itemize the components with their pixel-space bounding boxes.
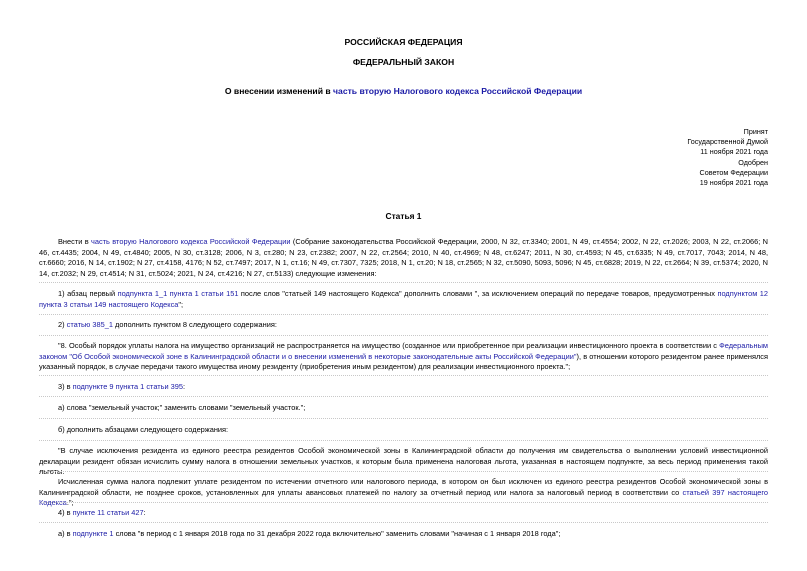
- divider: [39, 502, 768, 503]
- paragraph-item-4a: а) в подпункте 1 слова "в период с 1 января 2018 года по 31 декабря 2022 года включительно" заменить словами "начиная с 1 января 2018 года";: [58, 529, 561, 538]
- adoption-block: [687, 127, 768, 188]
- article-385-1-link[interactable]: статью 385_1: [66, 320, 113, 329]
- paragraph-item-3b-text-1: "В случае исключения резидента из единого реестра резидентов Особой экономической зоны в Калининградской области до получения им свидетельства о выполнении условий инвестиционной декларации резидент обязан исчислить сумму налога в отношении земельных участков, к которым была применена налоговая льгота, указанная в настоящем подпункте, за весь период применения такой льготы.: [39, 446, 768, 476]
- article-427-link[interactable]: пункте 11 статьи 427: [72, 508, 144, 517]
- paragraph-item-4: 4) в пункте 11 статьи 427:: [58, 508, 146, 517]
- article-heading: Статья 1: [385, 211, 422, 221]
- adopted-by: Государственной Думой: [687, 137, 768, 147]
- approved-by: Советом Федерации: [699, 167, 768, 177]
- article-149-link[interactable]: подпунктом 12 пункта 3 статьи 149 настоящего Кодекса: [39, 289, 769, 309]
- divider: [39, 440, 768, 441]
- country-heading: РОССИЙСКАЯ ФЕДЕРАЦИЯ: [344, 37, 463, 47]
- title-text: О внесении изменений в: [224, 86, 334, 96]
- paragraph-item-3b-text-2: Исчисленная сумма налога подлежит уплате резидентом по истечении отчетного или налогового периода, в котором он был исключен из единого реестра резидентов Особой экономической зоны в Калининградской области, не позднее сроков, установленных для уплаты авансовых платежей по налогу за отчетный период или налога за налоговый период в соответствии со статьей 397 настоящего Кодекса.";: [39, 477, 768, 507]
- paragraph-item-2-text: "8. Особый порядок уплаты налога на имущество организаций не распространяется на имущество (созданное или приобретенное при реализации инвестиционного проекта в соответствии с Федеральным законом "Об Особой экономической зоне в Калининградской области и о внесении изменений в некоторые законодательные акты Российской Федерации"), в отношении которого резидентом ранее применялся указанный порядок, в случае передачи такого имущества иному резиденту (приобретения иным резидентом) для реализации инвестиционного проекта.";: [39, 341, 769, 371]
- divider: [39, 375, 768, 376]
- document-title: [0, 86, 807, 96]
- divider: [39, 522, 768, 523]
- adopted-label: Принят: [743, 127, 768, 136]
- tax-code-link[interactable]: часть вторую Налогового кодекса Российской Федерации: [91, 237, 291, 246]
- title-link[interactable]: часть вторую Налогового кодекса Российской Федерации: [333, 86, 583, 96]
- divider: [39, 314, 768, 315]
- article-395-link[interactable]: подпункте 9 пункта 1 статьи 395: [72, 382, 184, 391]
- paragraph-item-3b: б) дополнить абзацами следующего содержания:: [58, 425, 229, 434]
- article-151-link[interactable]: подпункта 1_1 пункта 1 статьи 151: [117, 289, 239, 298]
- approved-label: Одобрен: [738, 157, 768, 167]
- divider: [39, 396, 768, 397]
- article-397-link[interactable]: статьей 397 настоящего Кодекса: [39, 487, 768, 507]
- subparagraph-1-link[interactable]: подпункте 1: [72, 529, 114, 538]
- divider: [39, 418, 768, 419]
- paragraph-intro: Внести в часть вторую Налогового кодекса Российской Федерации (Собрание законодательства Российской Федерации, 2000, N 32, ст.3340; 2001, N 49, ст.4554; 2002, N 22, ст.2026; 2003, N 22, ст.2066; N 46, ст.4435; 2004, N 49, ст.4840; 2005, N 30, ст.3128; 2006, N 3, ст.280; N 23, ст.2382; 2007, N 22, ст.2564; 2010, N 40, ст.4969; N 48, ст.6247; 2011, N 30, ст.4593; N 45, ст.6335; N 49, ст.7017, 7043; 2014, N 48, ст.6660; 2016, N 14, ст.1902; N 27, ст.4158, 4176; N 52, ст.7497; 2017, N 1, ст.16; N 49, ст.7307, 7325; 2018, N 1, ст.20; N 18, ст.2565; N 32, ст.5090, 5093, 5096; N 45, ст.6828; 2019, N 22, ст.2664; N 39, ст.5374; 2020, N 14, ст.2032; N 29, ст.4514; N 31, ст.5024; 2021, N 24, ст.4216; N 27, ст.5133) следующие изменения:: [39, 237, 768, 278]
- adopted-date: 11 ноября 2021 года: [700, 147, 768, 157]
- paragraph-item-3a: а) слова "земельный участок;" заменить словами "земельный участок.";: [58, 403, 306, 412]
- divider: [39, 282, 768, 283]
- paragraph-item-1: 1) абзац первый подпункта 1_1 пункта 1 статьи 151 после слов "статьей 149 настоящего Кодекса" дополнить словами ", за исключением операций по передаче товаров, предусмотренных подпунктом 12 пункта 3 статьи 149 настоящего Кодекса";: [39, 289, 769, 309]
- divider: [39, 335, 768, 336]
- federal-law-link[interactable]: Федеральным законом "Об Особой экономической зоне в Калининградской области и о внесении изменений в некоторые законодательные акты Российской Федерации": [39, 341, 768, 361]
- divider: [39, 471, 768, 472]
- paragraph-item-2: 2) статью 385_1 дополнить пунктом 8 следующего содержания:: [58, 320, 277, 329]
- document-type: ФЕДЕРАЛЬНЫЙ ЗАКОН: [352, 57, 455, 67]
- paragraph-item-3: 3) в подпункте 9 пункта 1 статьи 395:: [58, 382, 186, 391]
- approved-date: 19 ноября 2021 года: [699, 178, 768, 188]
